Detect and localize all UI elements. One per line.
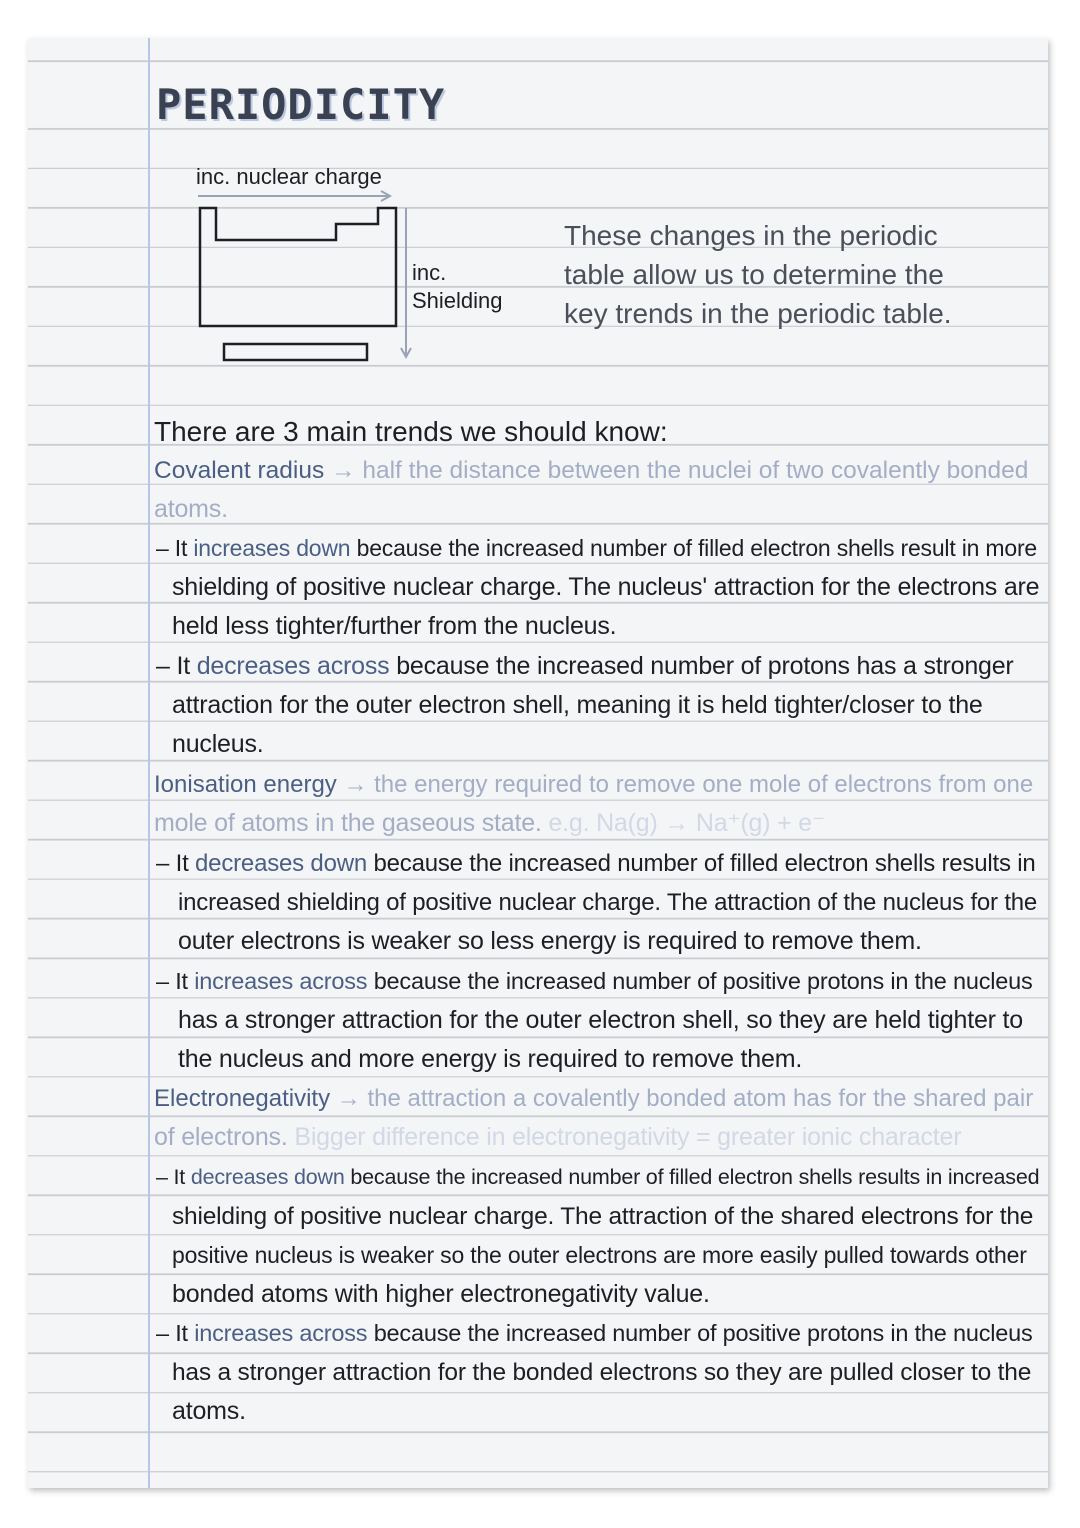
shielding-label-line2: Shielding bbox=[412, 288, 503, 313]
covalent-radius-definition: half the distance between the nuclei of two covalently bonded bbox=[362, 457, 1029, 484]
point-text: because the increased number of protons has a stronger bbox=[396, 652, 1014, 680]
periodic-table-outline bbox=[200, 208, 396, 326]
bullet-dash: – bbox=[156, 1320, 176, 1346]
bullet-dash: – bbox=[156, 535, 175, 561]
covalent-radius-term: Covalent radius bbox=[154, 457, 325, 484]
definition-arrow: → bbox=[343, 771, 375, 798]
electronegativity-point1-line4: bonded atoms with higher electronegativity value. bbox=[172, 1280, 710, 1308]
electronegativity-point2-line2: has a stronger attraction for the bonded electrons so they are pulled closer to the bbox=[172, 1359, 1032, 1386]
page-title: PERIODICITY bbox=[156, 80, 446, 129]
electronegativity-definition: the attraction a covalently bonded atom has for the shared pair bbox=[367, 1085, 1034, 1112]
definition-arrow: → bbox=[336, 1085, 368, 1112]
point-text: because the increased number of filled electron shells results in increased bbox=[350, 1165, 1040, 1189]
covalent-radius-point2-line2: attraction for the outer electron shell, meaning it is held tighter/closer to the bbox=[172, 691, 983, 719]
electronegativity-definition-cont: of electrons. bbox=[154, 1123, 288, 1151]
f-block-outline bbox=[224, 344, 367, 360]
electronegativity-extra-note: Bigger difference in electronegativity = greater ionic character bbox=[294, 1123, 962, 1151]
side-note-line1: These changes in the periodic bbox=[564, 220, 938, 251]
shielding-label-line1: inc. bbox=[412, 260, 447, 285]
point-lead: It bbox=[175, 968, 188, 994]
point-text: because the increased number of positive protons in the nucleus bbox=[373, 968, 1033, 994]
trend-label: decreases across bbox=[196, 652, 390, 680]
ionisation-energy-point1-line2: increased shielding of positive nuclear charge. The attraction of the nucleus for the bbox=[178, 889, 1038, 916]
trend-label: increases across bbox=[194, 1320, 368, 1346]
point-lead: It bbox=[173, 1165, 186, 1189]
ionisation-energy-definition: the energy required to remove one mole of electrons from one bbox=[374, 771, 1034, 798]
point-lead: It bbox=[175, 1320, 188, 1346]
point-lead: It bbox=[175, 850, 189, 877]
trend-label: increases across bbox=[194, 968, 368, 994]
bullet-dash: – bbox=[156, 968, 176, 994]
periodic-table-diagram bbox=[188, 186, 418, 366]
point-lead: It bbox=[174, 535, 188, 561]
covalent-radius-point1-line3: held less tighter/further from the nucleus. bbox=[172, 612, 617, 640]
covalent-radius-point1-line2: shielding of positive nuclear charge. The nucleus' attraction for the electrons are bbox=[172, 573, 1040, 601]
trend-label: decreases down bbox=[195, 850, 368, 877]
covalent-radius-heading bbox=[154, 451, 1028, 490]
ionisation-energy-point1-line3: outer electrons is weaker so less energy is required to remove them. bbox=[178, 927, 922, 955]
trend-label: increases down bbox=[193, 535, 351, 561]
margin-line bbox=[148, 38, 150, 1488]
electronegativity-definition-cont-row bbox=[154, 1118, 961, 1157]
ionisation-energy-point2-line3: the nucleus and more energy is required to remove them. bbox=[178, 1045, 803, 1073]
covalent-radius-point2-line3: nucleus. bbox=[172, 730, 264, 758]
bullet-dash: – bbox=[156, 1165, 174, 1189]
ionisation-energy-definition-cont-row bbox=[154, 804, 825, 843]
ionisation-energy-point2-line1 bbox=[156, 962, 1033, 1001]
electronegativity-point1-line3: positive nucleus is weaker so the outer electrons are more easily pulled towards other bbox=[172, 1242, 1027, 1268]
ionisation-energy-point2-line2: has a stronger attraction for the outer electron shell, so they are held tighter to bbox=[178, 1006, 1023, 1034]
ionisation-energy-term: Ionisation energy bbox=[154, 771, 337, 798]
notebook-page bbox=[28, 38, 1048, 1488]
covalent-radius-point1-line1 bbox=[156, 529, 1037, 568]
bullet-dash: – bbox=[156, 850, 176, 877]
side-note-line2: table allow us to determine the bbox=[564, 259, 944, 290]
ionisation-energy-point1-line1 bbox=[156, 844, 1036, 883]
point-lead: It bbox=[176, 652, 190, 680]
electronegativity-point2-line3: atoms. bbox=[172, 1397, 246, 1425]
electronegativity-term: Electronegativity bbox=[154, 1085, 331, 1112]
ionisation-energy-heading bbox=[154, 765, 1033, 804]
intro-line: There are 3 main trends we should know: bbox=[154, 416, 668, 447]
definition-arrow: → bbox=[331, 457, 363, 484]
point-text: because the increased number of positive protons in the nucleus bbox=[373, 1320, 1033, 1346]
bullet-dash: – bbox=[156, 652, 177, 680]
electronegativity-heading bbox=[154, 1079, 1033, 1118]
electronegativity-point1-line1 bbox=[156, 1158, 1039, 1197]
nuclear-charge-label: inc. nuclear charge bbox=[196, 164, 382, 189]
covalent-radius-point2-line1 bbox=[156, 647, 1014, 686]
electronegativity-point2-line1 bbox=[156, 1314, 1033, 1353]
trend-label: decreases down bbox=[190, 1165, 345, 1189]
ionisation-energy-example: e.g. Na(g) → Na⁺(g) + e⁻ bbox=[548, 809, 825, 837]
point-text: because the increased number of filled electron shells result in more bbox=[356, 535, 1038, 561]
point-text: because the increased number of filled electron shells results in bbox=[373, 850, 1036, 877]
ionisation-energy-definition-cont: mole of atoms in the gaseous state. bbox=[154, 809, 542, 837]
electronegativity-point1-line2: shielding of positive nuclear charge. The attraction of the shared electrons for the bbox=[172, 1203, 1034, 1230]
covalent-radius-definition-cont: atoms. bbox=[154, 495, 228, 523]
side-note-line3: key trends in the periodic table. bbox=[564, 298, 952, 329]
